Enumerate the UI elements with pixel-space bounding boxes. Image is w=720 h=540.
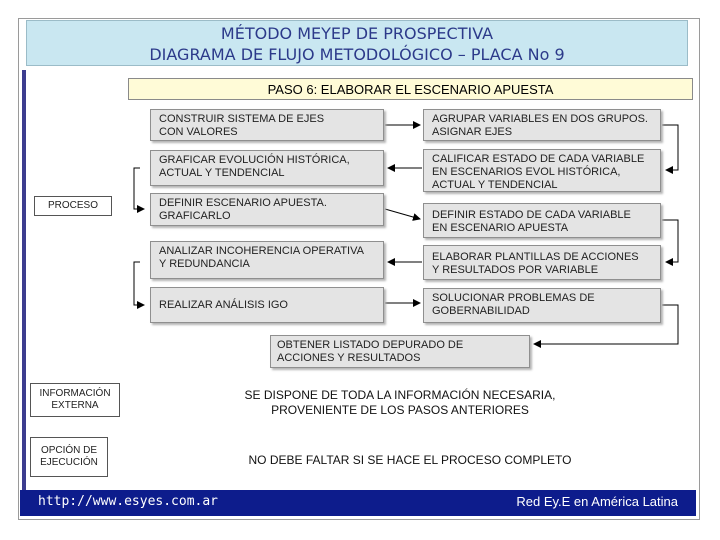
option-description: NO DEBE FALTAR SI SE HACE EL PROCESO COMPLETO xyxy=(248,453,572,467)
arrow-6-to-7 xyxy=(662,220,678,262)
label-informacion-externa: INFORMACIÓN EXTERNA xyxy=(30,383,120,417)
arrow-5-to-6 xyxy=(385,209,420,219)
arrow-8-to-9 xyxy=(134,262,144,305)
footer-bar xyxy=(20,490,696,516)
flow-box-igo-analysis: REALIZAR ANÁLISIS IGO xyxy=(150,287,384,323)
footer-url-link[interactable]: http://www.esyes.com.ar xyxy=(38,494,219,509)
arrow-2-to-3 xyxy=(662,125,678,170)
step-banner: PASO 6: ELABORAR EL ESCENARIO APUESTA xyxy=(128,78,693,100)
flow-box-graph-evolution: GRAFICAR EVOLUCIÓN HISTÓRICA, ACTUAL Y TENDENCIAL xyxy=(150,150,384,186)
label-opcion-ejecucion: OPCIÓN DE EJECUCIÓN xyxy=(30,437,108,477)
label-proceso: PROCESO xyxy=(34,196,112,216)
info-description: SE DISPONE DE TODA LA INFORMACIÓN NECESARIA, PROVENIENTE DE LOS PASOS ANTERIORES xyxy=(244,388,556,417)
flow-box-define-scenario: DEFINIR ESCENARIO APUESTA. GRAFICARLO xyxy=(150,193,384,226)
flow-box-final-list: OBTENER LISTADO DEPURADO DE ACCIONES Y RESULTADOS xyxy=(270,335,530,368)
flow-box-rate-variables: CALIFICAR ESTADO DE CADA VARIABLE EN ESCENARIOS EVOL HISTÓRICA, ACTUAL Y TENDENCIAL xyxy=(423,149,661,192)
flow-box-governability: SOLUCIONAR PROBLEMAS DE GOBERNABILIDAD xyxy=(423,288,661,323)
flow-box-group-variables: AGRUPAR VARIABLES EN DOS GRUPOS. ASIGNAR EJES xyxy=(423,109,661,141)
flow-box-analyze-incoherence: ANALIZAR INCOHERENCIA OPERATIVA Y REDUNDANCIA xyxy=(150,241,384,279)
arrow-4-to-5 xyxy=(134,168,144,209)
title-line-2: DIAGRAMA DE FLUJO METODOLÓGICO – PLACA No 9 xyxy=(149,45,565,64)
flow-box-action-templates: ELABORAR PLANTILLAS DE ACCIONES Y RESULTADOS POR VARIABLE xyxy=(423,245,661,280)
flow-box-build-axes: CONSTRUIR SISTEMA DE EJES CON VALORES xyxy=(150,109,384,141)
title-line-1: MÉTODO MEYEP DE PROSPECTIVA xyxy=(220,24,494,43)
footer-organization: Red Ey.E en América Latina xyxy=(516,494,678,509)
flow-box-define-variable-state: DEFINIR ESTADO DE CADA VARIABLE EN ESCENARIO APUESTA xyxy=(423,203,661,238)
